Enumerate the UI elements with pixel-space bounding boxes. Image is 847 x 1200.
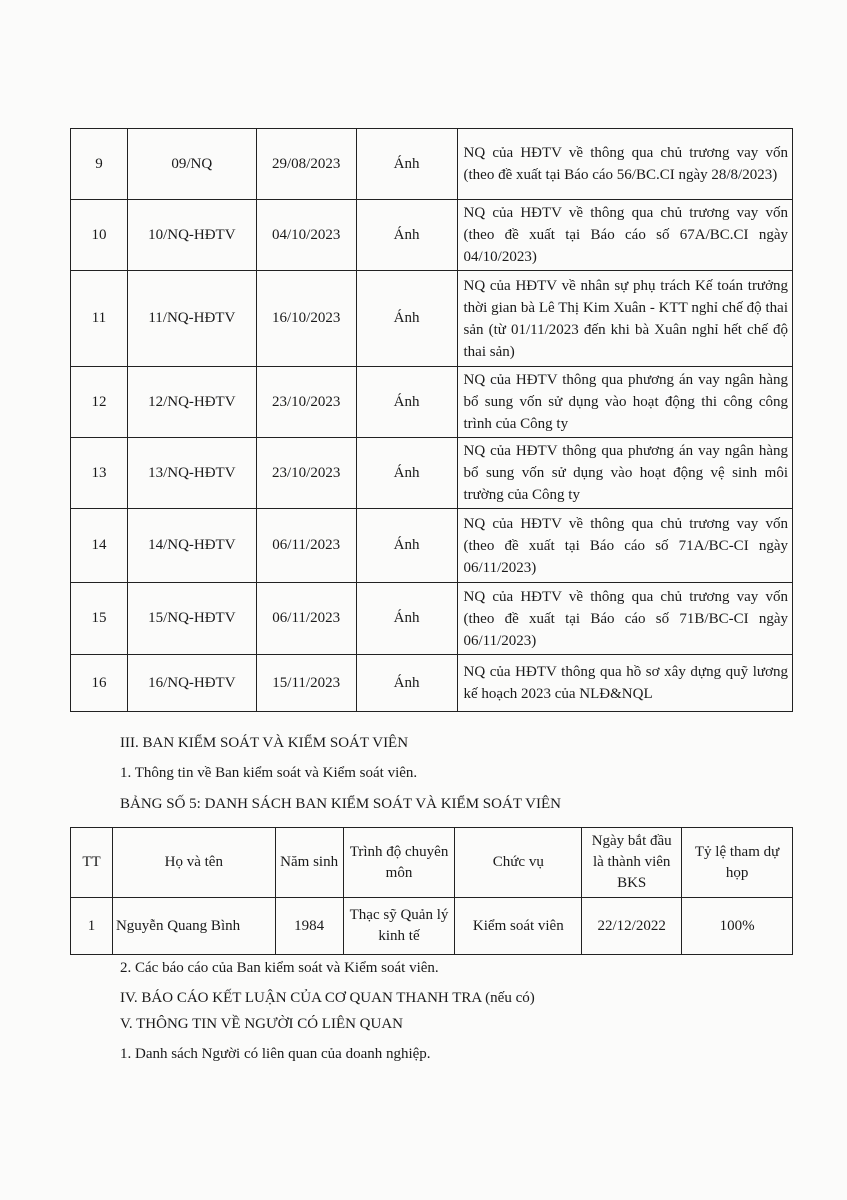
table-5-title: BẢNG SỐ 5: DANH SÁCH BAN KIỂM SOÁT VÀ KIỂM SOÁT VIÊN bbox=[120, 796, 562, 812]
cell-date: 04/10/2023 bbox=[256, 200, 356, 271]
cell-start-date: 22/12/2022 bbox=[582, 898, 682, 955]
cell-no: 9 bbox=[71, 129, 128, 200]
cell-code: 13/NQ-HĐTV bbox=[127, 438, 256, 509]
resolutions-table bbox=[70, 128, 793, 712]
header-attendance: Tỷ lệ tham dự họp bbox=[682, 828, 793, 898]
cell-code: 14/NQ-HĐTV bbox=[127, 509, 256, 583]
cell-content: NQ của HĐTV thông qua phương án vay ngân hàng bổ sung vốn sử dụng vào hoạt động thi công công trình của Công ty bbox=[457, 367, 793, 438]
table-row bbox=[71, 438, 793, 509]
table-header-row bbox=[71, 828, 793, 898]
cell-content: NQ của HĐTV về thông qua chủ trương vay vốn (theo đề xuất tại Báo cáo 56/BC.CI ngày 28/8/2023) bbox=[457, 129, 793, 200]
cell-content: NQ của HĐTV thông qua hồ sơ xây dựng quỹ lương kế hoạch 2023 của NLĐ&NQL bbox=[457, 655, 793, 712]
cell-code: 10/NQ-HĐTV bbox=[127, 200, 256, 271]
section-3-item-2: 2. Các báo cáo của Ban kiểm soát và Kiểm soát viên. bbox=[120, 960, 439, 976]
header-position: Chức vụ bbox=[455, 828, 582, 898]
cell-birth-year: 1984 bbox=[275, 898, 343, 955]
cell-date: 15/11/2023 bbox=[256, 655, 356, 712]
header-tt: TT bbox=[71, 828, 113, 898]
cell-no: 13 bbox=[71, 438, 128, 509]
table-row bbox=[71, 129, 793, 200]
header-birth-year: Năm sinh bbox=[275, 828, 343, 898]
cell-no: 15 bbox=[71, 583, 128, 655]
cell-format: Ánh bbox=[356, 509, 457, 583]
supervisory-board-table bbox=[70, 827, 793, 955]
section-3-item-1: 1. Thông tin về Ban kiểm soát và Kiểm soát viên. bbox=[120, 765, 418, 781]
cell-format: Ánh bbox=[356, 655, 457, 712]
cell-date: 16/10/2023 bbox=[256, 271, 356, 367]
cell-no: 11 bbox=[71, 271, 128, 367]
cell-date: 06/11/2023 bbox=[256, 509, 356, 583]
section-4-heading: IV. BÁO CÁO KẾT LUẬN CỦA CƠ QUAN THANH TRA (nếu có) bbox=[120, 990, 535, 1006]
resolutions-table-body bbox=[71, 129, 793, 712]
header-name: Họ và tên bbox=[112, 828, 275, 898]
table-row bbox=[71, 200, 793, 271]
table-row bbox=[71, 898, 793, 955]
header-degree: Trình độ chuyên môn bbox=[343, 828, 455, 898]
cell-content: NQ của HĐTV thông qua phương án vay ngân hàng bổ sung vốn sử dụng vào hoạt động vệ sinh môi trường của Công ty bbox=[457, 438, 793, 509]
table-row bbox=[71, 367, 793, 438]
cell-code: 12/NQ-HĐTV bbox=[127, 367, 256, 438]
cell-date: 23/10/2023 bbox=[256, 438, 356, 509]
cell-format: Ánh bbox=[356, 367, 457, 438]
cell-format: Ánh bbox=[356, 271, 457, 367]
cell-content: NQ của HĐTV về nhân sự phụ trách Kế toán trưởng thời gian bà Lê Thị Kim Xuân - KTT nghỉ chế độ thai sản (từ 01/11/2023 đến khi bà Xuân nghỉ hết chế độ thai sản) bbox=[457, 271, 793, 367]
cell-code: 09/NQ bbox=[127, 129, 256, 200]
cell-no: 16 bbox=[71, 655, 128, 712]
table-row bbox=[71, 655, 793, 712]
section-5-heading: V. THÔNG TIN VỀ NGƯỜI CÓ LIÊN QUAN bbox=[120, 1016, 404, 1032]
header-start-date: Ngày bắt đầu là thành viên BKS bbox=[582, 828, 682, 898]
cell-format: Ánh bbox=[356, 200, 457, 271]
cell-date: 29/08/2023 bbox=[256, 129, 356, 200]
cell-code: 11/NQ-HĐTV bbox=[127, 271, 256, 367]
cell-attendance: 100% bbox=[682, 898, 793, 955]
cell-content: NQ của HĐTV về thông qua chủ trương vay vốn (theo đề xuất tại Báo cáo số 71B/BC-CI ngày 06/11/2023) bbox=[457, 583, 793, 655]
cell-no: 12 bbox=[71, 367, 128, 438]
cell-code: 15/NQ-HĐTV bbox=[127, 583, 256, 655]
cell-format: Ánh bbox=[356, 129, 457, 200]
cell-format: Ánh bbox=[356, 583, 457, 655]
table-row bbox=[71, 583, 793, 655]
cell-content: NQ của HĐTV về thông qua chủ trương vay vốn (theo đề xuất tại Báo cáo số 71A/BC-CI ngày 06/11/2023) bbox=[457, 509, 793, 583]
cell-no: 10 bbox=[71, 200, 128, 271]
cell-content: NQ của HĐTV về thông qua chủ trương vay vốn (theo đề xuất tại Báo cáo số 67A/BC.CI ngày 04/10/2023) bbox=[457, 200, 793, 271]
cell-code: 16/NQ-HĐTV bbox=[127, 655, 256, 712]
cell-degree: Thạc sỹ Quản lý kinh tế bbox=[343, 898, 455, 955]
cell-tt: 1 bbox=[71, 898, 113, 955]
table-row bbox=[71, 271, 793, 367]
cell-date: 06/11/2023 bbox=[256, 583, 356, 655]
cell-no: 14 bbox=[71, 509, 128, 583]
cell-format: Ánh bbox=[356, 438, 457, 509]
cell-date: 23/10/2023 bbox=[256, 367, 356, 438]
section-3-heading: III. BAN KIỂM SOÁT VÀ KIỂM SOÁT VIÊN bbox=[120, 735, 409, 751]
section-5-item-1: 1. Danh sách Người có liên quan của doanh nghiệp. bbox=[120, 1046, 431, 1062]
cell-position: Kiểm soát viên bbox=[455, 898, 582, 955]
cell-name: Nguyễn Quang Bình bbox=[112, 898, 275, 955]
table-row bbox=[71, 509, 793, 583]
